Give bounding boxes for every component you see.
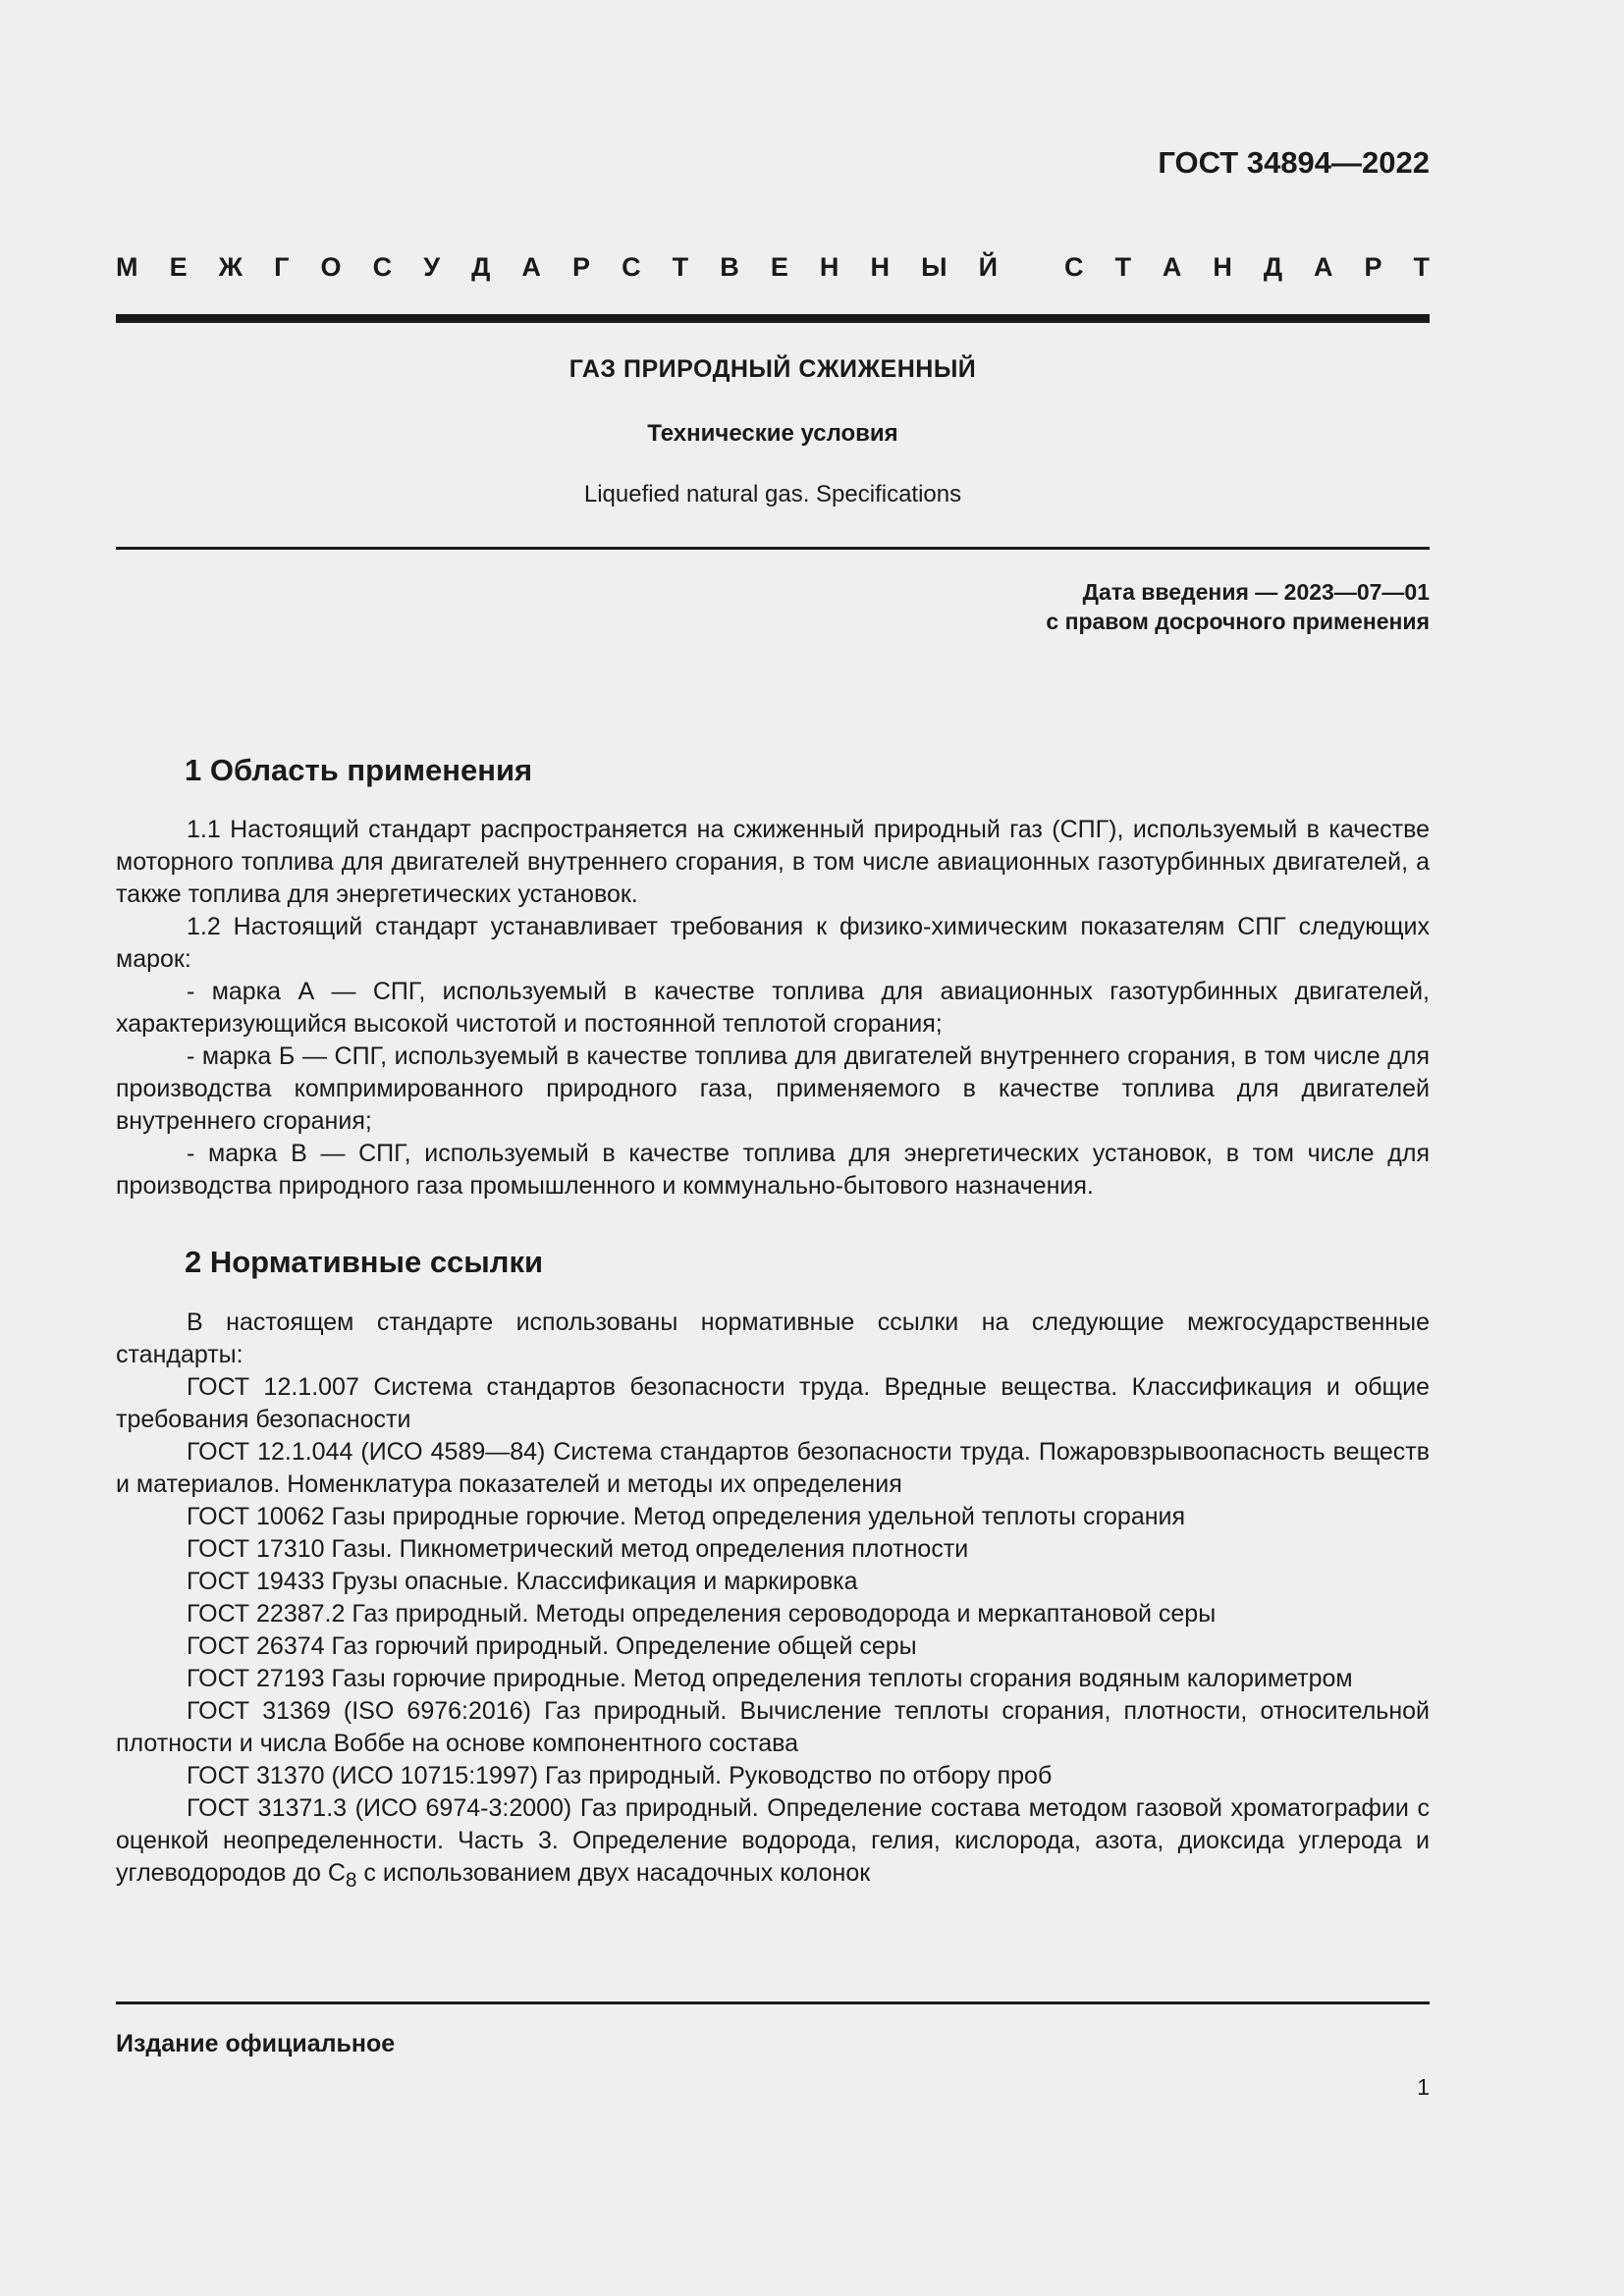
list-item: - марка В — СПГ, используемый в качестве топлива для энергетических установок, в том числе для производства природного газа промышленного и коммунально-бытового назначения. xyxy=(116,1140,1430,1200)
banner-letter: А xyxy=(1162,252,1182,282)
gost-code: ГОСТ 34894—2022 xyxy=(1158,145,1430,180)
reference-item: ГОСТ 22387.2 Газ природный. Методы определения сероводорода и меркаптановой серы xyxy=(187,1600,1217,1628)
early-application-note: с правом досрочного применения xyxy=(1046,609,1430,634)
thick-divider xyxy=(116,314,1430,323)
reference-text-end: с использованием двух насадочных колонок xyxy=(356,1859,871,1887)
section-1-body xyxy=(116,814,1430,1202)
banner-letter: С xyxy=(1064,252,1084,282)
reference-item: ГОСТ 17310 Газы. Пикнометрический метод определения плотности xyxy=(187,1535,969,1563)
document-title: ГАЗ ПРИРОДНЫЙ СЖИЖЕННЫЙ xyxy=(568,355,977,383)
page-number: 1 xyxy=(1417,2074,1430,2100)
footer-divider xyxy=(116,2002,1430,2004)
paragraph: В настоящем стандарте использованы нормативные ссылки на следующие межгосударственные стандарты: xyxy=(116,1308,1430,1368)
banner-letter: С xyxy=(372,252,393,282)
subscript-text: 8 xyxy=(345,1869,357,1892)
banner-letter: Н xyxy=(870,252,890,282)
interstate-word xyxy=(116,252,998,283)
banner-letter: Н xyxy=(1213,252,1232,282)
reference-item xyxy=(116,1792,1430,1896)
section-2-heading: 2 Нормативные ссылки xyxy=(185,1245,544,1279)
reference-item: ГОСТ 10062 Газы природные горючие. Метод определения удельной теплоты сгорания xyxy=(187,1503,1186,1530)
reference-item: ГОСТ 12.1.044 (ИСО 4589—84) Система стандартов безопасности труда. Пожаровзрывоопасность веществ и материалов. Номенклатура показателей и методы их определения xyxy=(116,1438,1430,1498)
reference-item: ГОСТ 26374 Газ горючий природный. Определение общей серы xyxy=(187,1632,917,1660)
banner-letter: А xyxy=(521,252,541,282)
paragraph: 1.2 Настоящий стандарт устанавливает требования к физико-химическим показателям СПГ следующих марок: xyxy=(116,913,1430,973)
introduction-date-block xyxy=(1046,577,1430,636)
banner-letter: А xyxy=(1314,252,1333,282)
banner-letter: Т xyxy=(672,252,689,282)
official-edition-label: Издание официальное xyxy=(116,2030,396,2057)
english-title: Liquefied natural gas. Specifications xyxy=(583,481,962,507)
banner-letter: Ж xyxy=(218,252,244,282)
banner-letter: М xyxy=(116,252,138,282)
reference-item: ГОСТ 12.1.007 Система стандартов безопасности труда. Вредные вещества. Классификация и общие требования безопасности xyxy=(116,1373,1430,1433)
paragraph: 1.1 Настоящий стандарт распространяется на сжиженный природный газ (СПГ), используемый в качестве моторного топлива для двигателей внутреннего сгорания, в том числе авиационных газотурбинных двигателей, а также топлива для энергетических установок. xyxy=(116,816,1430,908)
banner-letter: Е xyxy=(770,252,788,282)
banner-letter: С xyxy=(622,252,641,282)
section-1-heading: 1 Область применения xyxy=(185,753,533,787)
banner-letter: Г xyxy=(274,252,290,282)
reference-text: ГОСТ 31371.3 (ИСО 6974-3:2000) Газ природный. Определение состава методом газовой хроматографии с оценкой неопределенности. Часть 3. Определение водорода, гелия, кислорода, азота, диоксида углерода и углеводородов до C xyxy=(116,1794,1430,1887)
reference-item: ГОСТ 31370 (ИСО 10715:1997) Газ природный. Руководство по отбору проб xyxy=(187,1762,1053,1789)
section-2-body xyxy=(116,1307,1430,1896)
reference-item: ГОСТ 31369 (ISO 6976:2016) Газ природный. Вычисление теплоты сгорания, плотности, относительной плотности и числа Воббе на основе компонентного состава xyxy=(116,1697,1430,1757)
reference-item: ГОСТ 27193 Газы горючие природные. Метод определения теплоты сгорания водяным калориметром xyxy=(187,1665,1353,1692)
banner-letter: Д xyxy=(1263,252,1283,282)
banner-letter: Т xyxy=(1413,252,1430,282)
document-subtitle: Технические условия xyxy=(647,420,898,447)
banner-letter: Ы xyxy=(921,252,947,282)
banner-letter: Й xyxy=(978,252,998,282)
banner-letter: Д xyxy=(471,252,491,282)
banner-letter: Е xyxy=(169,252,188,282)
banner-letter: У xyxy=(423,252,441,282)
reference-item: ГОСТ 19433 Грузы опасные. Классификация и маркировка xyxy=(187,1568,858,1595)
banner-letter: Р xyxy=(572,252,591,282)
banner-letter: Т xyxy=(1114,252,1131,282)
banner-letter: О xyxy=(320,252,342,282)
title-divider xyxy=(116,547,1430,550)
banner-letter: Н xyxy=(819,252,839,282)
banner-letter: В xyxy=(720,252,739,282)
standard-word xyxy=(1064,252,1430,283)
list-item: - марка Б — СПГ, используемый в качестве топлива для двигателей внутреннего сгорания, в том числе для производства компримированного природного газа, применяемого в качестве топлива для двигателей внутреннего сгорания; xyxy=(116,1042,1430,1135)
interstate-standard-banner xyxy=(116,252,1430,283)
banner-letter: Р xyxy=(1364,252,1382,282)
list-item: - марка А — СПГ, используемый в качестве топлива для авиационных газотурбинных двигателей, характеризующийся высокой чистотой и постоянной теплотой сгорания; xyxy=(116,978,1430,1038)
intro-date: Дата введения — 2023—07—01 xyxy=(1082,579,1430,605)
